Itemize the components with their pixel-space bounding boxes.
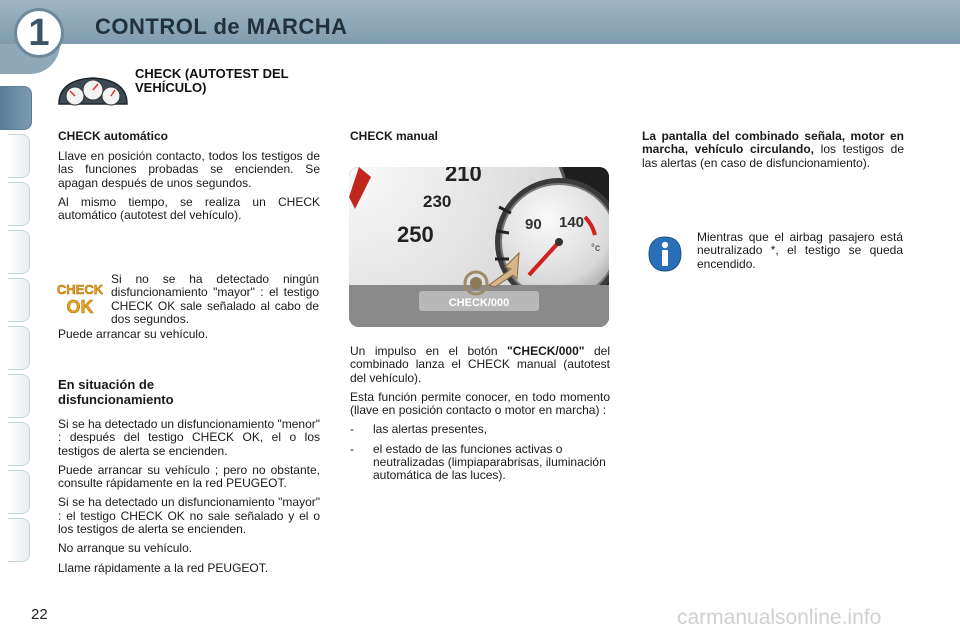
side-tabs <box>0 72 32 577</box>
side-tab[interactable] <box>8 470 30 514</box>
speed-label: 230 <box>423 192 452 211</box>
instrument-cluster-photo <box>349 167 609 327</box>
display-paragraph <box>642 130 904 170</box>
auto-check-heading: CHECK automático <box>58 129 169 143</box>
chapter-number: 1 <box>14 8 64 58</box>
manual-check-text <box>350 345 610 489</box>
malfunction-paragraph: Si se ha detectado un disfuncionamiento "menor" : después del testigo CHECK OK, el o los testigos de alerta se encienden. <box>58 417 321 458</box>
speed-label: 250 <box>397 222 434 247</box>
manual-check-heading: CHECK manual <box>350 129 439 143</box>
auto-check-paragraph: Llave en posición contacto, todos los testigos de las funciones probadas se encienden. Se apagan después de unos segundos. <box>58 149 320 190</box>
display-text <box>642 130 904 176</box>
section-title: CHECK (AUTOTEST DEL VEHÍCULO) <box>135 66 289 95</box>
check-button-label: CHECK/000 <box>448 297 510 309</box>
p1-pre: Un impulso en el botón <box>350 344 508 358</box>
airbag-info-text <box>697 231 903 277</box>
check-button-ref: "CHECK/000" <box>507 344 585 358</box>
manual-check-paragraph: Esta función permite conocer, en todo momento (llave en posición contacto o motor en marcha) : <box>350 389 610 418</box>
malfunction-text <box>58 418 320 581</box>
p1-post: del combinado lanza el CHECK manual (autotest del vehículo). <box>350 344 610 385</box>
auto-check-paragraph: Al mismo tiempo, se realiza un CHECK automático (autotest del vehículo). <box>58 194 320 223</box>
start-vehicle-text: Puede arrancar su vehículo. <box>58 327 209 341</box>
side-tab[interactable] <box>8 278 30 322</box>
page-number: 22 <box>31 606 48 623</box>
auto-check-text <box>58 150 320 228</box>
chapter-title: CONTROL de MARCHA <box>95 14 348 39</box>
malfunction-paragraph: Puede arrancar su vehículo ; pero no obstante, consulte rápidamente en la red PEUGEOT. <box>58 462 320 491</box>
display-post: los testigos de las alertas (en caso de disfuncionamiento). <box>642 142 904 170</box>
svg-text:CHECK: CHECK <box>57 282 103 297</box>
instrument-cluster-icon <box>57 74 129 108</box>
temp-unit: °c <box>591 243 600 254</box>
check-ok-icon <box>57 279 103 317</box>
side-tab[interactable] <box>8 230 30 274</box>
side-tab[interactable] <box>8 422 30 466</box>
malfunction-paragraph: No arranque su vehículo. <box>58 541 193 556</box>
side-tab[interactable] <box>8 134 30 178</box>
svg-text:OK: OK <box>66 297 94 317</box>
side-tab[interactable] <box>8 374 30 418</box>
manual-check-paragraph <box>350 345 610 385</box>
list-item: - el estado de las funciones activas o neutralizadas (limpiaparabrisas, iluminación automática de las luces). <box>350 443 610 483</box>
check-ok-paragraph: Si no se ha detectado ningún disfuncionamiento "mayor" : el testigo CHECK OK sale señalado al cabo de dos segundos. <box>111 272 319 326</box>
list-item: - las alertas presentes, <box>350 423 610 436</box>
malfunction-paragraph: Si se ha detectado un disfuncionamiento "mayor" : el testigo CHECK OK no sale señalado y el o los testigos de alerta se encienden. <box>58 495 320 537</box>
temp-label: 140 <box>559 214 585 231</box>
alerts-list <box>350 423 610 482</box>
side-tab[interactable] <box>8 182 30 226</box>
malfunction-heading: En situación de disfuncionamiento <box>58 377 174 407</box>
side-tab[interactable] <box>8 326 30 370</box>
side-tab-active[interactable] <box>0 86 32 130</box>
check-ok-text <box>111 273 319 332</box>
info-icon <box>647 235 683 273</box>
malfunction-paragraph: Llame rápidamente a la red PEUGEOT. <box>58 560 269 575</box>
airbag-info-paragraph: Mientras que el airbag pasajero está neutralizado *, el testigo se queda encendido. <box>697 230 903 271</box>
temp-label: 90 <box>525 216 542 233</box>
watermark: carmanualsonline.info <box>677 606 882 629</box>
side-tab[interactable] <box>8 518 30 562</box>
display-bold: La pantalla del combinado señala, motor en marcha, vehículo circulando, <box>642 129 904 157</box>
speed-label: 210 <box>445 167 482 186</box>
